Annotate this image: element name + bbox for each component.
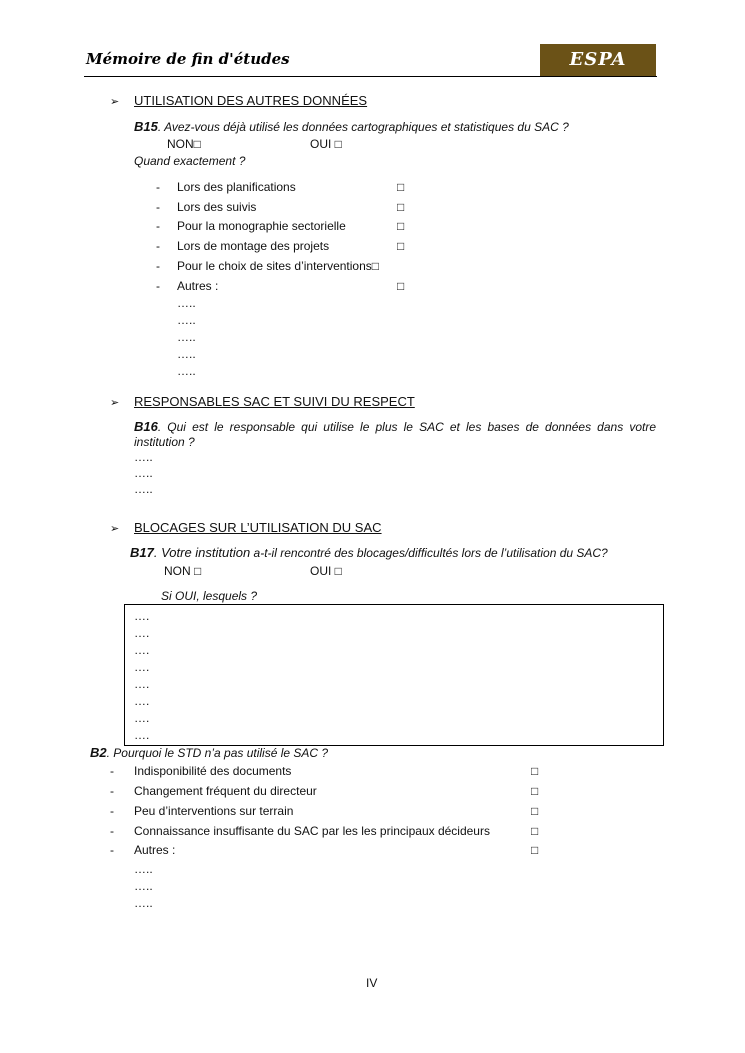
list-item: Lors des suivis — [177, 200, 257, 214]
blank-line: ….. — [177, 364, 196, 378]
checkbox-icon: □ — [397, 279, 405, 293]
section2-title: RESPONSABLES SAC ET SUIVI DU RESPECT — [134, 394, 415, 409]
checkbox-icon: □ — [531, 764, 539, 778]
option-oui: OUI □ — [310, 137, 342, 151]
question-b15 — [134, 119, 569, 134]
blank-line: …. — [134, 694, 150, 708]
question-b16 — [134, 419, 656, 434]
question-id: B2 — [90, 745, 107, 760]
question-text-a: . Votre institution — [153, 545, 251, 560]
answer-box — [124, 604, 664, 746]
page-number: IV — [366, 976, 378, 990]
question-text: . Qui est le responsable qui utilise le plus le SAC et les bases de données dans votre — [157, 420, 656, 434]
checkbox-icon: □ — [531, 843, 539, 857]
section-bullet-icon: ➢ — [110, 523, 120, 535]
checkbox-icon: □ — [397, 180, 405, 194]
list-dash: - — [156, 200, 160, 214]
checkbox-icon: □ — [397, 200, 405, 214]
blank-line: ….. — [177, 313, 196, 327]
list-item: Autres : — [134, 843, 176, 857]
header-title: Mémoire de fin d'études — [86, 50, 290, 68]
checkbox-icon: □ — [397, 239, 405, 253]
blank-line: ….. — [134, 896, 153, 910]
blank-line: …. — [134, 711, 150, 725]
list-item: Lors de montage des projets — [177, 239, 330, 253]
section-bullet-icon: ➢ — [110, 96, 120, 108]
blank-line: …. — [134, 626, 150, 640]
option-oui: OUI □ — [310, 564, 342, 578]
question-text: . Pourquoi le STD n’a pas utilisé le SAC ? — [106, 746, 329, 760]
option-non: NON □ — [164, 564, 202, 578]
blank-line: ….. — [134, 450, 153, 464]
checkbox-icon: □ — [531, 804, 539, 818]
list-item: Connaissance insuffisante du SAC par les les principaux décideurs — [134, 824, 490, 838]
blank-line: ….. — [134, 482, 153, 496]
list-item: Peu d’interventions sur terrain — [134, 804, 294, 818]
blank-line: …. — [134, 728, 150, 742]
question-text-b: a-t-il rencontré des blocages/difficultés lors de l’utilisation du SAC? — [250, 546, 608, 560]
list-dash: - — [156, 180, 160, 194]
list-item: Autres : — [177, 279, 219, 293]
list-item: Pour la monographie sectorielle — [177, 219, 346, 233]
blank-line: …. — [134, 643, 150, 657]
blank-line: ….. — [177, 330, 196, 344]
header-rule — [84, 76, 657, 77]
question-b17 — [130, 545, 608, 560]
list-dash: - — [110, 784, 114, 798]
blank-line: ….. — [177, 296, 196, 310]
question-b16-cont: institution ? — [134, 435, 195, 449]
section1-title: UTILISATION DES AUTRES DONNÉES — [134, 93, 368, 108]
list-item: Pour le choix de sites d’interventions□ — [177, 259, 380, 273]
list-item: Lors des planifications — [177, 180, 296, 194]
list-item: Changement fréquent du directeur — [134, 784, 317, 798]
checkbox-icon: □ — [531, 824, 539, 838]
section3-title: BLOCAGES SUR L’UTILISATION DU SAC — [134, 520, 382, 535]
checkbox-icon: □ — [531, 784, 539, 798]
blank-line: ….. — [134, 879, 153, 893]
sub-question: Si OUI, lesquels ? — [161, 589, 258, 603]
blank-line: ….. — [134, 466, 153, 480]
blank-line: …. — [134, 609, 150, 623]
question-id: B16 — [134, 419, 158, 434]
list-dash: - — [110, 764, 114, 778]
blank-line: ….. — [177, 347, 196, 361]
list-item: Indisponibilité des documents — [134, 764, 292, 778]
option-non: NON□ — [167, 137, 201, 151]
list-dash: - — [110, 843, 114, 857]
blank-line: ….. — [134, 862, 153, 876]
sub-question: Quand exactement ? — [134, 154, 246, 168]
question-id: B17 — [130, 545, 154, 560]
list-dash: - — [156, 259, 160, 273]
header-badge: ESPA — [540, 44, 656, 76]
question-text: . Avez-vous déjà utilisé les données cartographiques et statistiques du SAC ? — [157, 120, 569, 134]
list-dash: - — [110, 804, 114, 818]
list-dash: - — [156, 239, 160, 253]
checkbox-icon: □ — [397, 219, 405, 233]
list-dash: - — [156, 279, 160, 293]
list-dash: - — [110, 824, 114, 838]
question-id: B15 — [134, 119, 158, 134]
question-b2 — [90, 745, 328, 760]
list-dash: - — [156, 219, 160, 233]
blank-line: …. — [134, 677, 150, 691]
section-bullet-icon: ➢ — [110, 397, 120, 409]
blank-line: …. — [134, 660, 150, 674]
